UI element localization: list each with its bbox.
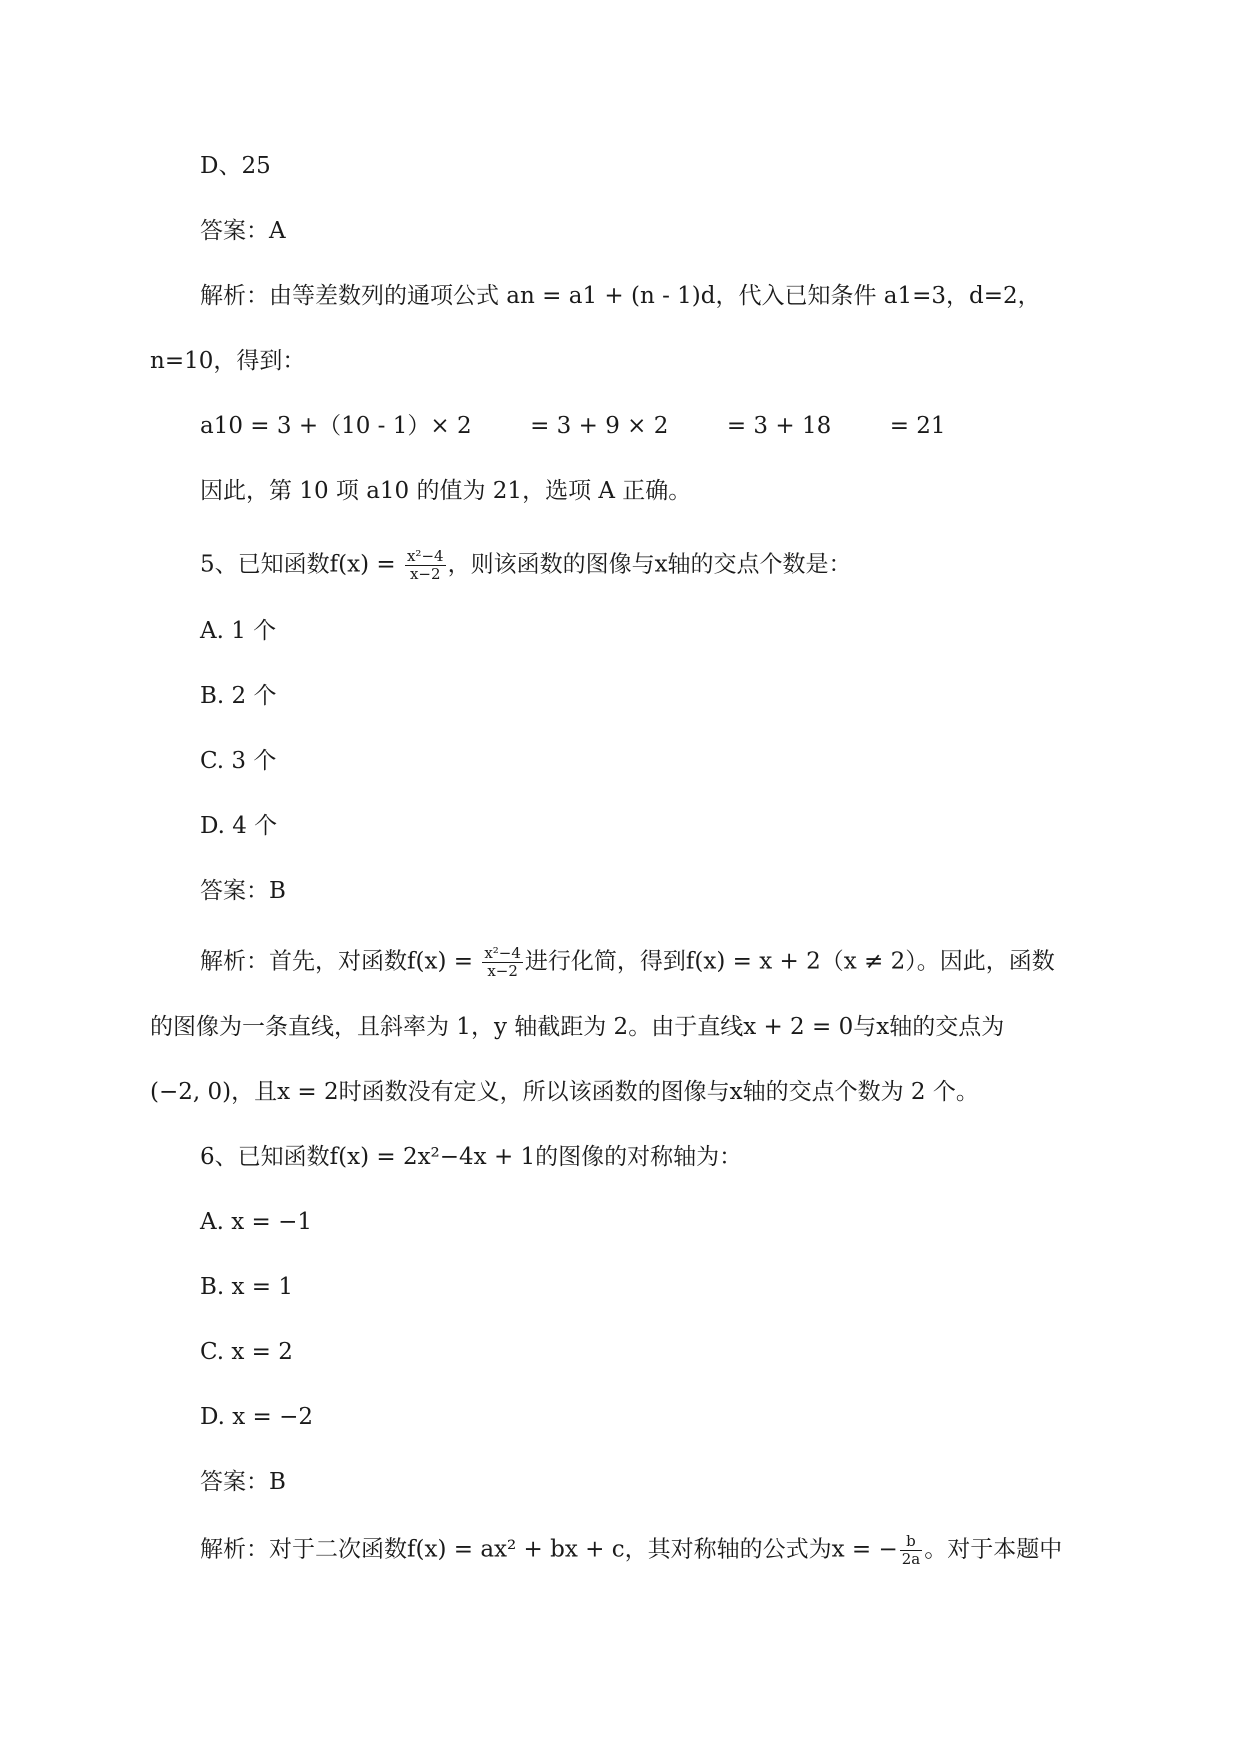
q5-fraction [405, 548, 446, 583]
q6-option-b: B. x = 1 [200, 1274, 294, 1300]
q5-option-b: B. 2 个 [200, 683, 277, 709]
q5-explanation-suffix: 进行化简，得到f(x) = x + 2（x ≠ 2）。因此，函数 [524, 948, 1055, 975]
q5-explanation-denominator: x−2 [487, 962, 518, 980]
q5-fraction-denominator: x−2 [409, 565, 441, 583]
q4-explanation-line2: n=10，得到： [150, 348, 306, 374]
q6-option-a: A. x = −1 [200, 1209, 313, 1235]
q5-explanation-line3: (−2, 0)，且x = 2时函数没有定义，所以该函数的图像与x轴的交点个数为 2 个。 [150, 1079, 979, 1105]
q5-option-a: A. 1 个 [200, 618, 277, 644]
q5-stem [200, 548, 852, 583]
q4-answer: 答案：A [200, 218, 286, 244]
q6-option-c: C. x = 2 [200, 1339, 293, 1365]
q6-answer: 答案：B [200, 1469, 286, 1495]
q6-explanation-numerator: b [900, 1533, 923, 1551]
q5-fraction-numerator: x²−4 [406, 547, 444, 565]
q5-answer: 答案：B [200, 878, 286, 904]
q5-explanation-numerator: x²−4 [484, 944, 521, 962]
q6-stem: 6、已知函数f(x) = 2x²−4x + 1的图像的对称轴为： [200, 1144, 743, 1170]
q4-explanation-line1: 解析：由等差数列的通项公式 an = a1 + (n - 1)d，代入已知条件 a1=3，d=2， [200, 283, 1041, 309]
q6-explanation-fraction [900, 1533, 923, 1568]
q6-explanation-denominator: 2a [901, 1550, 921, 1568]
q5-explanation-prefix: 解析：首先，对函数f(x) = [200, 948, 481, 975]
q5-stem-prefix: 5、已知函数f(x) = [200, 551, 403, 578]
q5-explanation-line2: 的图像为一条直线，且斜率为 1，y 轴截距为 2。由于直线x + 2 = 0与x轴的交点为 [150, 1014, 1005, 1040]
q6-option-d: D. x = −2 [200, 1404, 314, 1430]
q5-explanation-line1 [200, 945, 1055, 980]
q5-option-c: C. 3 个 [200, 748, 277, 774]
q5-explanation-fraction [482, 945, 523, 980]
q4-option-d: D、25 [200, 153, 271, 179]
q6-explanation-suffix: 。对于本题中 [924, 1536, 1063, 1563]
q5-stem-suffix: ，则该函数的图像与x轴的交点个数是： [447, 551, 852, 578]
q5-option-d: D. 4 个 [200, 813, 278, 839]
q4-conclusion: 因此，第 10 项 a10 的值为 21，选项 A 正确。 [200, 478, 692, 504]
q6-explanation-prefix: 解析：对于二次函数f(x) = ax² + bx + c，其对称轴的公式为x = − [200, 1536, 898, 1563]
q4-calculation: a10 = 3 +（10 - 1）× 2 = 3 + 9 × 2 = 3 + 18 = 21 [200, 413, 946, 439]
q6-explanation-line1 [200, 1533, 1062, 1568]
